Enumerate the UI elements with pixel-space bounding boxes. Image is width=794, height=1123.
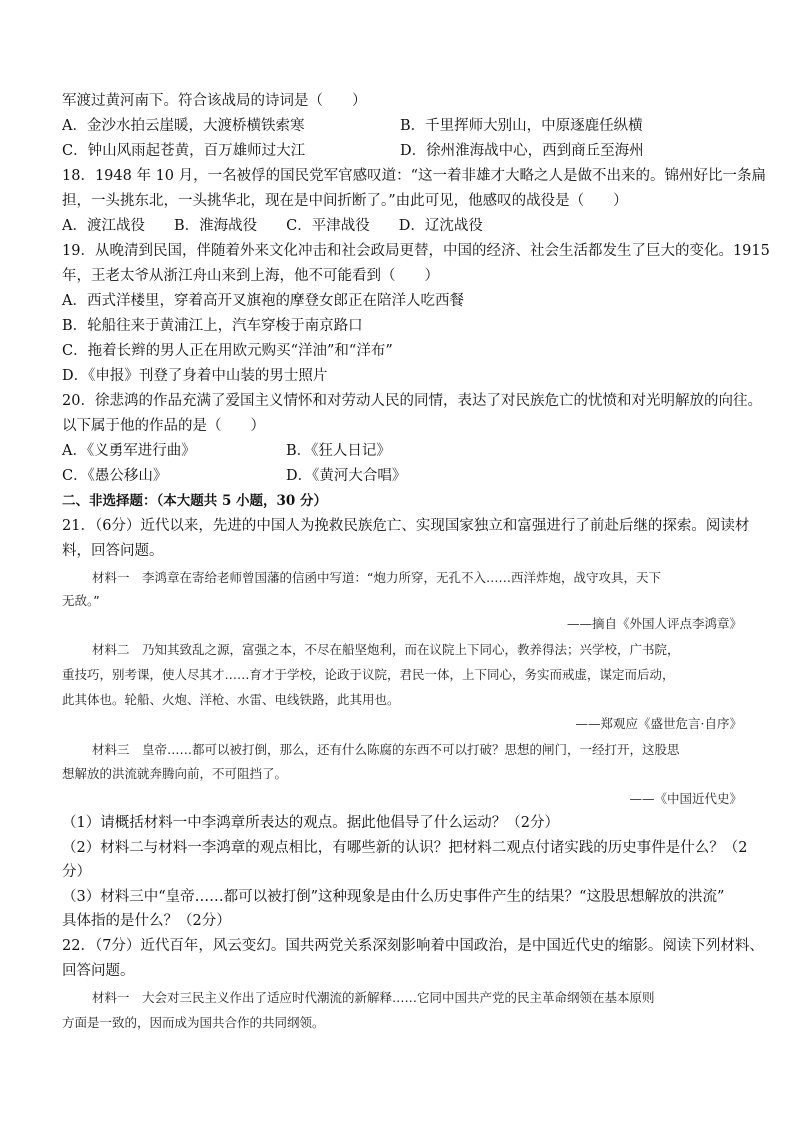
q17-stem: 军渡过黄河南下。符合该战局的诗词是（ ） xyxy=(62,93,367,109)
q21-subquestion1: （1）请概括材料一中李鸿章所表达的观点。据此他倡导了什么运动？（2分） xyxy=(62,815,559,831)
q21-subquestion3-line2: 具体指的是什么？（2分） xyxy=(62,913,231,929)
q21-material3-line2: 想解放的洪流就奔腾向前，不可阻挡了。 xyxy=(62,766,288,781)
q21-material1-source: ——摘自《外国人评点李鸿章》 xyxy=(566,616,742,631)
q21-material3-source: ——《中国近代史》 xyxy=(629,791,742,806)
q20-stem-line1: 20．徐悲鸿的作品充满了爱国主义情怀和对劳动人民的同情，表达了对民族危亡的忧愤和对光明解放的向往。 xyxy=(62,393,762,409)
q19-option-d: D．《申报》刊登了身着中山装的男士照片 xyxy=(62,368,328,384)
q20-option-b: B．《狂人日记》 xyxy=(286,443,391,459)
q22-material1-line2: 方面是一致的，因而成为国共合作的共同纲领。 xyxy=(62,1015,325,1030)
q21-material2-line2: 重技巧，别考课，使人尽其才……育才于学校，论政于议院，君民一体，上下同心，务实而戒虚，谋定而后动， xyxy=(62,667,675,682)
q18-options: A．渡江战役 B．淮海战役 C．平津战役 D．辽沈战役 xyxy=(62,218,483,234)
q21-material2-line1: 材料二 乃知其致乱之源，富强之本，不尽在船坚炮利，而在议院上下同心，教养得法；兴学校，广书院， xyxy=(92,642,680,657)
q21-material2-line3: 此其体也。轮船、火炮、洋枪、水雷、电线铁路，此其用也。 xyxy=(62,692,400,707)
q20-stem-line2: 以下属于他的作品的是（ ） xyxy=(62,418,265,434)
q21-stem-line2: 料，回答问题。 xyxy=(62,543,164,559)
q21-subquestion2-line1: （2）材料二与材料一李鸿章的观点相比，有哪些新的认识？把材料二观点付诸实践的历史事件是什么？（2 xyxy=(62,840,748,856)
q22-material1-line1: 材料一 大会对三民主义作出了适应时代潮流的新解释……它同中国共产党的民主革命纲领在基本原则 xyxy=(92,990,655,1005)
q19-stem-line2: 年，王老太爷从浙江舟山来到上海，他不可能看到（ ） xyxy=(62,268,439,284)
q22-stem-line2: 回答问题。 xyxy=(62,963,135,979)
q21-subquestion3-line1: （3）材料三中“皇帝……都可以被打倒”这种现象是由什么历史事件产生的结果？“这股思想解放的洪流” xyxy=(62,889,725,905)
q21-material3-line1: 材料三 皇帝……都可以被打倒，那么，还有什么陈腐的东西不可以打破？思想的闸门，一经打开，这股思 xyxy=(92,742,680,757)
q17-option-b: B．千里挥师大别山，中原逐鹿任纵横 xyxy=(400,118,643,134)
q21-material1-line2: 无敌。” xyxy=(62,593,100,608)
section-heading: 二、非选择题：（本大题共 5 小题，30 分） xyxy=(62,493,328,509)
q17-option-c: C．钟山风雨起苍黄，百万雄师过大江 xyxy=(62,143,306,159)
q17-option-d: D．徐州淮海战中心，西到商丘至海州 xyxy=(400,143,644,159)
q21-material1-line1: 材料一 李鸿章在寄给老师曾国藩的信函中写道：“炮力所穿，无孔不入……西洋炸炮，战守攻具，天下 xyxy=(92,570,661,585)
q18-stem-line2: 担，一头挑东北，一头挑华北，现在是中间折断了。”由此可见，他感叹的战役是（ ） xyxy=(62,193,628,209)
q21-subquestion2-line2: 分） xyxy=(62,864,91,880)
q21-stem-line1: 21．（6分）近代以来，先进的中国人为挽救民族危亡、实现国家独立和富强进行了前赴后继的探索。阅读材 xyxy=(62,518,750,534)
q22-stem-line1: 22．（7分）近代百年，风云变幻。国共两党关系深刻影响着中国政治，是中国近代史的缩影。阅读下列材料、 xyxy=(62,938,764,954)
q17-option-a: A．金沙水拍云崖暖，大渡桥横铁索寒 xyxy=(62,118,305,134)
q20-option-d: D．《黄河大合唱》 xyxy=(286,468,407,484)
q19-stem-line1: 19．从晚清到民国，伴随着外来文化冲击和社会政局更替，中国的经济、社会生活都发生了巨大的变化。1915 xyxy=(62,243,770,259)
q18-stem-line1: 18．1948 年 10 月，一名被俘的国民党军官感叹道：“这一着非雄才大略之人是做不出来的。锦州好比一条扁 xyxy=(62,168,767,184)
q20-option-c: C．《愚公移山》 xyxy=(62,468,168,484)
q19-option-a: A．西式洋楼里，穿着高开叉旗袍的摩登女郎正在陪洋人吃西餐 xyxy=(62,293,464,309)
q19-option-c: C．拖着长辫的男人正在用欧元购买“洋油”和“洋布” xyxy=(62,343,393,359)
q19-option-b: B．轮船往来于黄浦江上，汽车穿梭于南京路口 xyxy=(62,318,363,334)
q20-option-a: A．《义勇军进行曲》 xyxy=(62,443,196,459)
q21-material2-source: ——郑观应《盛世危言·自序》 xyxy=(575,716,742,731)
